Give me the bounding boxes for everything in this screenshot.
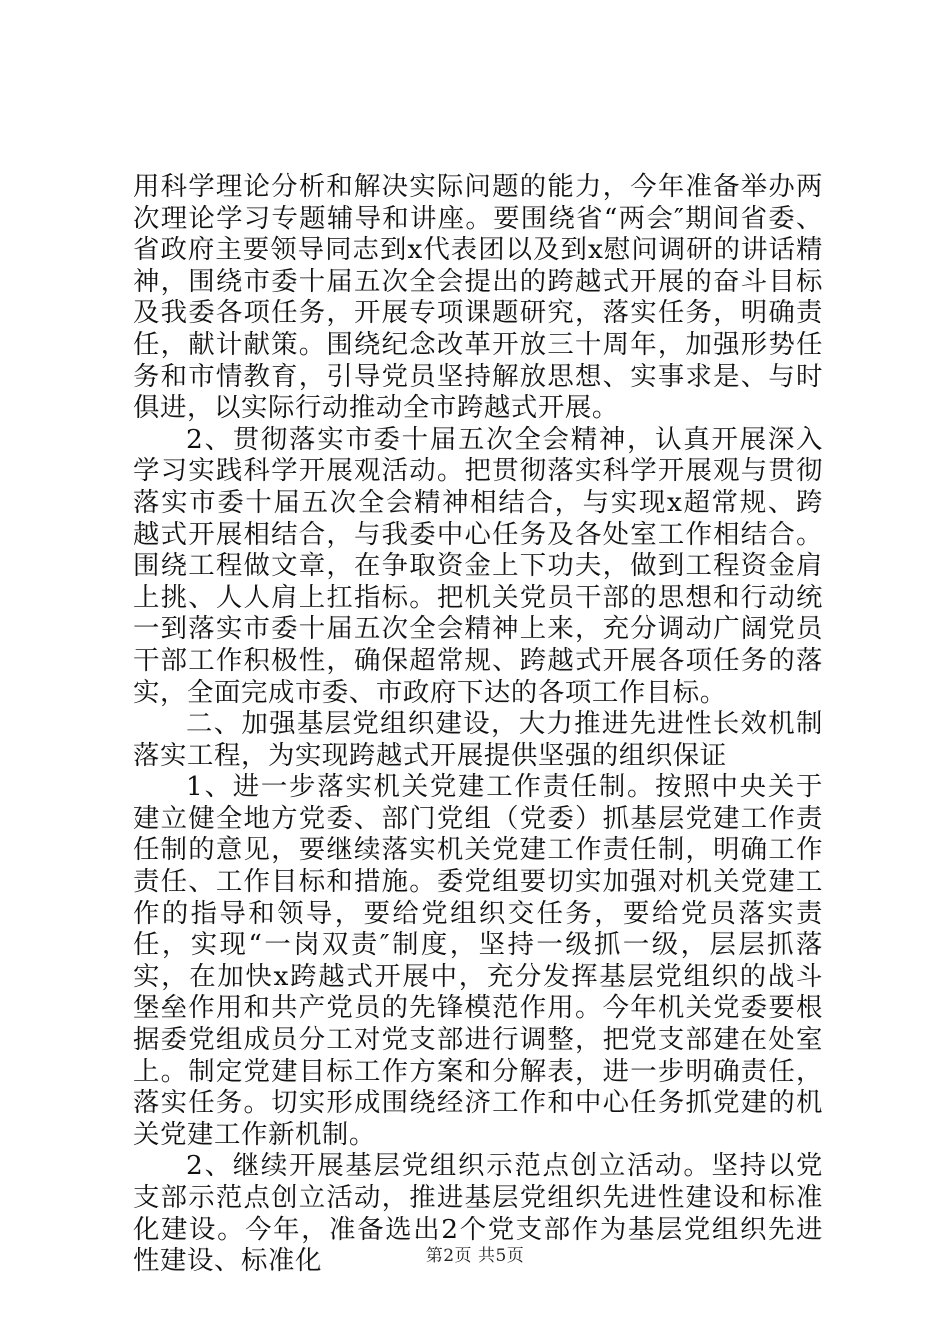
paragraph-theory-study: 用科学理论分析和解决实际问题的能力，今年准备举办两次理论学习专题辅导和讲座。要围绕省“两会″期间省委、省政府主要领导同志到x代表团以及到x慰问调研的讲话精神，围绕市委十届五次全会提出的跨越式开展的奋斗目标及我委各项任务，开展专项课题研究，落实任务，明确责任，献计献策。围绕纪念改革开放三十周年，加强形势任务和市情教育，引导党员坚持解放思想、实事求是、与时俱进，以实际行动推动全市跨越式开展。 [133,171,823,424]
paragraph-responsibility-system: 1、进一步落实机关党建工作责任制。按照中央关于建立健全地方党委、部门党组（党委）抓基层党建工作责任制的意见，要继续落实机关党建工作责任制，明确工作责任、工作目标和措施。委党组要切实加强对机关党建工作的指导和领导，要给党组织交任务，要给党员落实责任，实现“一岗双责″制度，坚持一级抓一级，层层抓落实，在加快x跨越式开展中，充分发挥基层党组织的战斗堡垒作用和共产党员的先锋模范作用。今年机关党委要根据委党组成员分工对党支部进行调整，把党支部建在处室上。制定党建目标工作方案和分解表，进一步明确责任，落实任务。切实形成围绕经济工作和中心任务抓党建的机关党建工作新机制。 [133,771,823,1150]
section-heading-party-organization: 二、加强基层党组织建设，大力推进先进性长效机制落实工程，为实现跨越式开展提供坚强的组织保证 [133,708,823,771]
paragraph-plenary-spirit: 2、贯彻落实市委十届五次全会精神，认真开展深入学习实践科学开展观活动。把贯彻落实科学开展观与贯彻落实市委十届五次全会精神相结合，与实现x超常规、跨越式开展相结合，与我委中心任务及各处室工作相结合。围绕工程做文章，在争取资金上下功夫，做到工程资金肩上挑、人人肩上扛指标。把机关党员干部的思想和行动统一到落实市委十届五次全会精神上来，充分调动广阔党员干部工作积极性，确保超常规、跨越式开展各项任务的落实，全面完成市委、市政府下达的各项工作目标。 [133,423,823,708]
page-number-footer: 第2页 共5页 [425,1246,525,1266]
paragraph-demonstration-activity: 2、继续开展基层党组织示范点创立活动。坚持以党支部示范点创立活动，推进基层党组织先进性建设和标准化建设。今年，准备选出2个党支部作为基层党组织先进性建设、标准化 [133,1150,823,1277]
body-text [133,171,823,1277]
